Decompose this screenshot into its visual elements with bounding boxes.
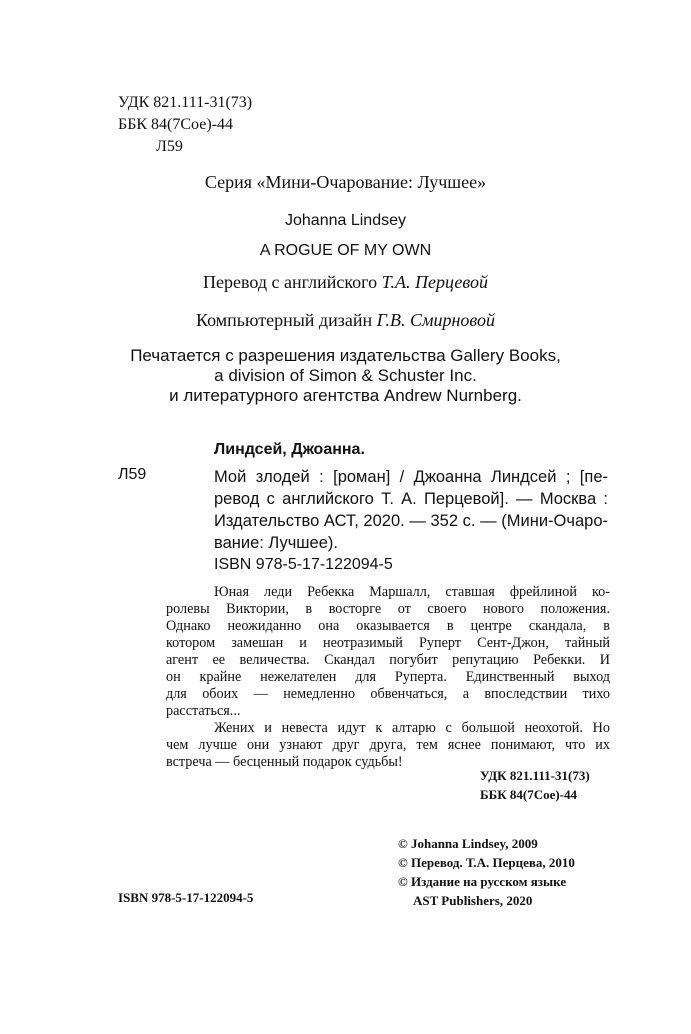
annotation	[166, 584, 610, 771]
annotation-line: расстаться...	[166, 703, 241, 719]
permission-notice	[0, 346, 691, 406]
footer-isbn: ISBN 978-5-17-122094-5	[118, 890, 254, 905]
annotation-line: для обоих — немедленно обвенчаться, а впоследствии тихо	[166, 686, 610, 702]
translation-credit	[0, 272, 691, 293]
translator-name: Т.А. Перцевой	[381, 272, 488, 292]
series-line: Серия «Мини-Очарование: Лучшее»	[204, 172, 487, 192]
bbk-code: ББК 84(7Сое)-44	[118, 116, 233, 133]
annotation-line: Однако неожиданно она оказывается в центре скандала, в	[166, 618, 610, 634]
bottom-udk: УДК 821.111-31(73)	[480, 768, 590, 783]
annotation-line: ролевы Виктории, в восторге от своего нового положения.	[166, 601, 610, 617]
bottom-classification	[480, 766, 590, 804]
udk-code: УДК 821.111-31(73)	[118, 94, 253, 111]
annotation-line: котором замешан и неотразимый Руперт Сент-Джон, тайный	[166, 635, 610, 651]
designer-name: Г.В. Смирновой	[376, 310, 495, 330]
annotation-line: Юная леди Ребекка Маршалл, ставшая фрейлиной ко-	[214, 584, 610, 600]
annotation-line: агент ее величества. Скандал погубит репутацию Ребекки. И	[166, 652, 610, 668]
catalog-mark: Л59	[118, 466, 147, 483]
description-line: ревод с английского Т. А. Перцевой]. — Москва :	[214, 490, 608, 508]
copyright-line: © Издание на русском языке	[398, 874, 567, 889]
copyright-line: © Перевод. Т.А. Перцева, 2010	[398, 855, 575, 870]
permission-line: a division of Simon & Schuster Inc.	[214, 366, 477, 385]
design-credit	[0, 310, 691, 331]
description-line: вание: Лучшее).	[214, 534, 338, 552]
original-author: Johanna Lindsey	[285, 212, 406, 229]
description-line: Издательство АСТ, 2020. — 352 с. — (Мини-Очаро-	[214, 512, 608, 530]
permission-line: Печатается с разрешения издательства Gallery Books,	[130, 346, 561, 365]
annotation-line: он крайне нежелателен для Руперта. Единственный выход	[166, 669, 610, 685]
original-title: A ROGUE OF MY OWN	[259, 242, 432, 259]
design-label: Компьютерный дизайн	[196, 310, 373, 330]
classification-codes	[118, 92, 252, 158]
copyright-line: AST Publishers, 2020	[413, 893, 533, 908]
catalog-author: Линдсей, Джоанна.	[214, 441, 365, 458]
annotation-line: чем лучше они узнают друг друга, тем яснее понимают, что их	[166, 737, 610, 753]
catalog-description	[214, 466, 608, 554]
copyright-block	[398, 834, 575, 910]
catalog-isbn: ISBN 978-5-17-122094-5	[214, 556, 393, 573]
bottom-bbk: ББК 84(7Сое)-44	[480, 787, 578, 802]
annotation-line: встреча — бесценный подарок судьбы!	[166, 754, 403, 770]
permission-line: и литературного агентства Andrew Nurnberg.	[169, 386, 522, 405]
author-mark: Л59	[156, 138, 183, 155]
copyright-line: © Johanna Lindsey, 2009	[398, 836, 538, 851]
description-line: Мой злодей : [роман] / Джоанна Линдсей ; [пе-	[214, 468, 608, 486]
translation-label: Перевод с английского	[203, 272, 378, 292]
annotation-line: Жених и невеста идут к алтарю с большой неохотой. Но	[214, 720, 610, 736]
